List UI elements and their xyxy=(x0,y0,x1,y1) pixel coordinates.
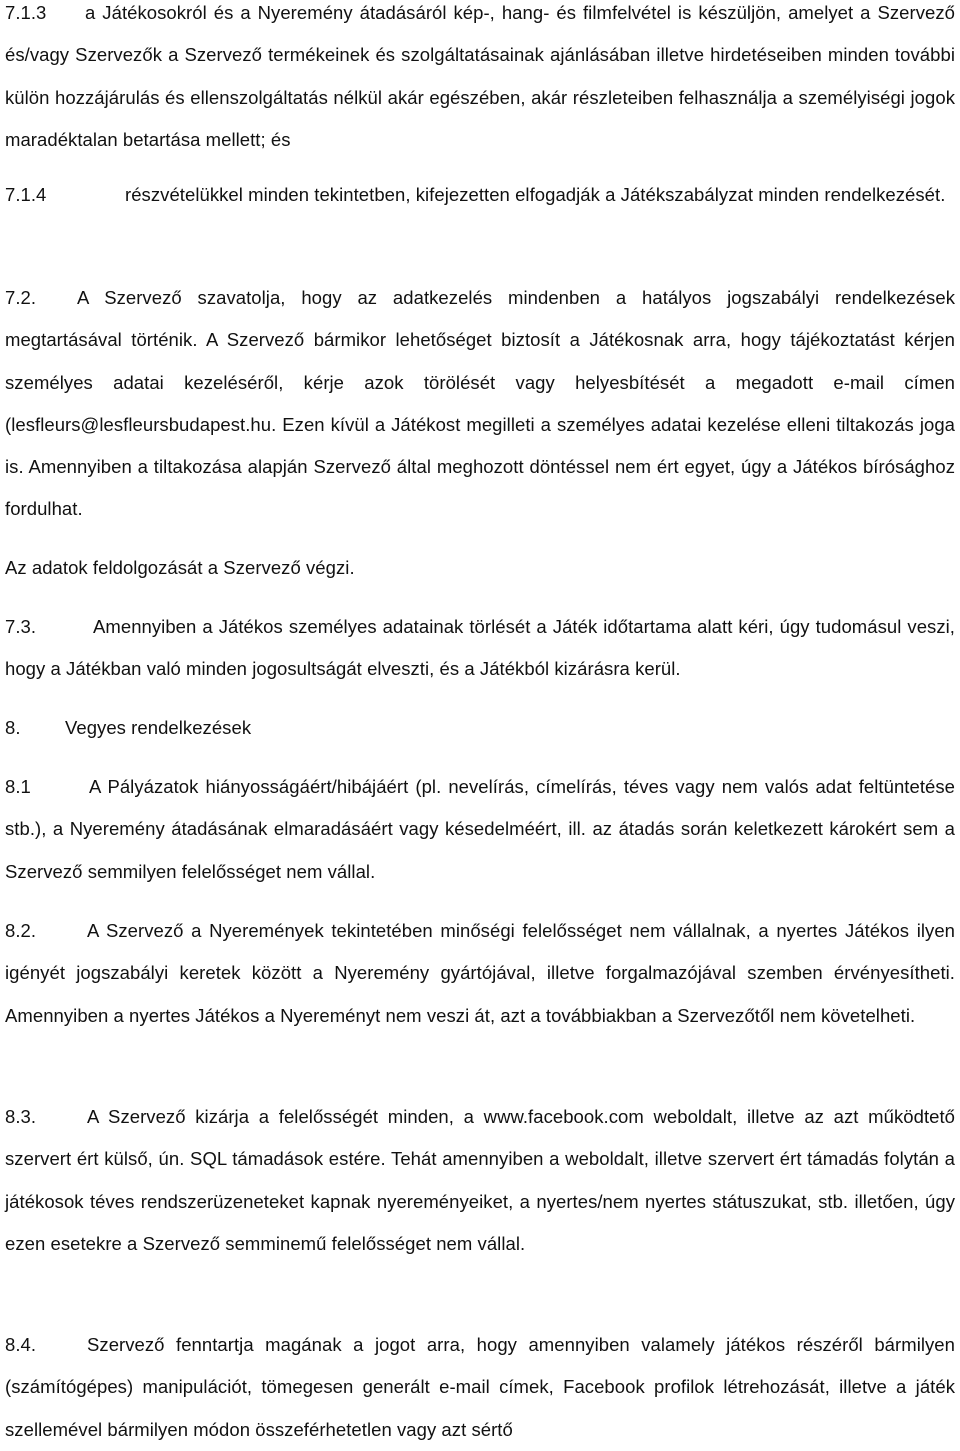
paragraph-7-1-3 xyxy=(5,0,955,161)
paragraph-8-3 xyxy=(5,1096,955,1265)
paragraph-adatok xyxy=(5,547,955,589)
paragraph-number: 8.4. xyxy=(5,1334,37,1355)
paragraph-number: 7.2. xyxy=(5,287,37,308)
paragraph-text: Szervező fenntartja magának a jogot arra, hogy amennyiben valamely játékos részéről bármilyen (számítógépes) manipulációt, tömegesen generált e-mail címek, Facebook profilok létrehozását, illetve a játék szellemével bármilyen módon összeférhetetlen vagy azt sértő xyxy=(5,1334,955,1440)
paragraph-7-2 xyxy=(5,277,955,531)
paragraph-7-3 xyxy=(5,606,955,691)
paragraph-text: Az adatok feldolgozását a Szervező végzi. xyxy=(5,557,355,578)
paragraph-text: A Szervező kizárja a felelősségét minden, a www.facebook.com weboldalt, illetve az azt működtető szervert ért külső, ún. SQL támadások estére. Tehát amennyiben a weboldalt, illetve szervert ért támadás folytán a játékosok téves rendszerüzeneteket kapnak nyereményeiket, a nyertes/nem nyertes státuszukat, stb. illetően, úgy ezen esetekre a Szervező semminemű felelősséget nem vállal. xyxy=(5,1106,955,1254)
paragraph-number: 8.2. xyxy=(5,920,37,941)
paragraph-8-1 xyxy=(5,766,955,893)
paragraph-text: Amennyiben a Játékos személyes adatainak törlését a Játék időtartama alatt kéri, úgy tudomásul veszi, hogy a Játékban való minden jogosultságát elveszti, és a Játékból kizárásra kerül. xyxy=(5,616,955,680)
paragraph-7-1-4 xyxy=(5,174,955,216)
paragraph-text: A Pályázatok hiányosságáért/hibájáért (pl. nevelírás, címelírás, téves vagy nem valós adat feltüntetése stb.), a Nyeremény átadásának elmaradásáért vagy késedelméért, ill. az átadás során keletkezett károkért sem a Szervező semmilyen felelősséget nem vállal. xyxy=(5,776,955,882)
paragraph-number: 8.1 xyxy=(5,776,31,797)
paragraph-text: A Szervező szavatolja, hogy az adatkezelés mindenben a hatályos jogszabályi rendelkezések megtartásával történik. A Szervező bármikor lehetőséget biztosít a Játékosnak arra, hogy tájékoztatást kérjen személyes adatai kezeléséről, kérje azok törölését vagy helyesbítését a megadott e-mail címen (lesfleurs@lesfleursbudapest.hu. Ezen kívül a Játékost megilleti a személyes adatai kezelése elleni tiltakozás joga is. Amennyiben a tiltakozása alapján Szervező által meghozott döntéssel nem ért egyet, úgy a Játékos bírósághoz fordulhat. xyxy=(5,287,955,520)
paragraph-8-4 xyxy=(5,1324,955,1451)
paragraph-number: 8.3. xyxy=(5,1106,37,1127)
paragraph-text: a Játékosokról és a Nyeremény átadásáról kép-, hang- és filmfelvétel is készüljön, amelyet a Szervező és/vagy Szervezők a Szervező termékeinek és szolgáltatásainak ajánlásában illetve hirdetéseiben minden további külön hozzájárulás és ellenszolgáltatás nélkül akár egészében, akár részleteiben felhasználja a személyiségi jogok maradéktalan betartása mellett; és xyxy=(5,2,955,150)
paragraph-8-2 xyxy=(5,910,955,1037)
section-number: 8. xyxy=(5,717,21,738)
section-heading-8 xyxy=(5,707,955,749)
paragraph-text: A Szervező a Nyeremények tekintetében minőségi felelősséget nem vállalnak, a nyertes Játékos ilyen igényét jogszabályi keretek között a Nyeremény gyártójával, illetve forgalmazójával szemben érvényesítheti. Amennyiben a nyertes Játékos a Nyereményt nem veszi át, azt a továbbiakban a Szervezőtől nem követelheti. xyxy=(5,920,955,1026)
paragraph-number: 7.3. xyxy=(5,616,37,637)
paragraph-number: 7.1.4 xyxy=(5,184,47,205)
paragraph-number: 7.1.3 xyxy=(5,2,47,23)
section-title: Vegyes rendelkezések xyxy=(65,717,252,738)
paragraph-text: részvételükkel minden tekintetben, kifejezetten elfogadják a Játékszabályzat minden rendelkezését. xyxy=(125,184,946,205)
